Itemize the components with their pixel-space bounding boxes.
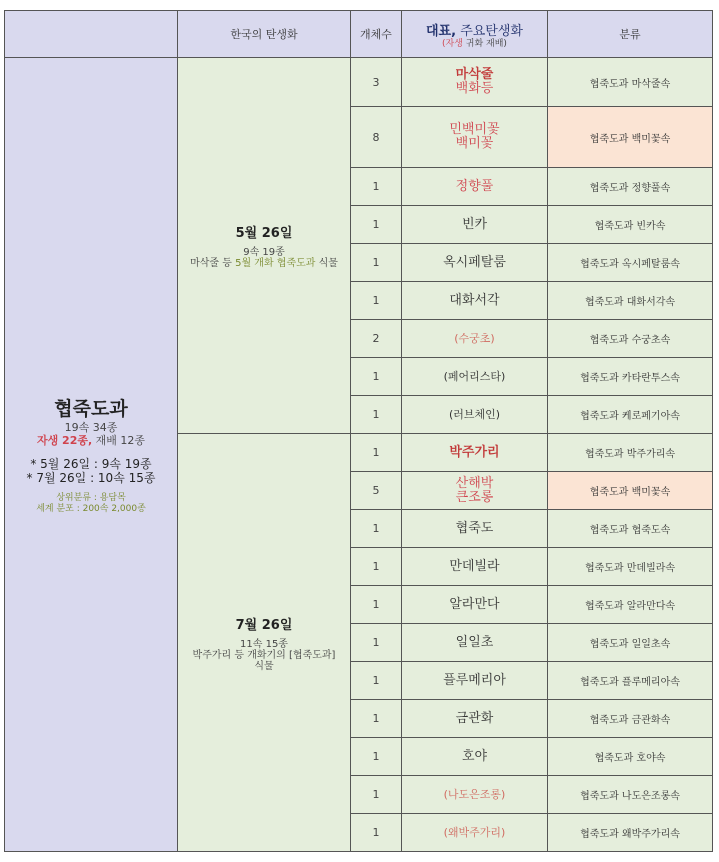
rep-cell — [402, 396, 548, 434]
count-cell: 1 — [351, 206, 402, 244]
group-may-desc-pre: 마삭줄 등 — [190, 258, 236, 269]
classification-cell: 협죽도과 케로페기아속 — [548, 396, 713, 434]
rep-cell — [402, 434, 548, 472]
rep-cell — [402, 700, 548, 738]
rep-primary: 정향풀 — [455, 178, 494, 194]
rep-cell — [402, 244, 548, 282]
header-count: 개체수 — [351, 11, 402, 58]
rep-primary: (나도은조롱) — [443, 787, 506, 801]
count-cell: 1 — [351, 396, 402, 434]
rep-cell — [402, 776, 548, 814]
count-cell: 5 — [351, 472, 402, 510]
rep-secondary: 백미꽃 — [455, 136, 494, 151]
classification-cell: 협죽도과 마삭줄속 — [548, 58, 713, 107]
classification-cell: 협죽도과 나도은조롱속 — [548, 776, 713, 814]
count-cell: 1 — [351, 168, 402, 206]
classification-cell: 협죽도과 정향풀속 — [548, 168, 713, 206]
rep-primary: (왜박주가리) — [443, 825, 506, 839]
classification-cell: 협죽도과 일일초속 — [548, 624, 713, 662]
family-world: 세계 분포 : 200속 2,000종 — [36, 504, 146, 514]
rep-primary: 옥시페탈룸 — [443, 254, 506, 270]
count-cell: 1 — [351, 776, 402, 814]
group-may-desc-olive: 5월 개화 협죽도과 — [235, 258, 316, 269]
rep-primary: 빈카 — [461, 216, 488, 232]
classification-cell: 협죽도과 만데빌라속 — [548, 548, 713, 586]
rep-cell — [402, 58, 548, 107]
header-rep-sub-rest: 귀화 재배) — [462, 38, 507, 49]
rep-cell — [402, 358, 548, 396]
group-jul-title: 7월 26일 — [235, 617, 293, 633]
count-cell: 1 — [351, 358, 402, 396]
rep-primary: 민백미꽃 — [449, 122, 500, 137]
header-classification: 분류 — [548, 11, 713, 58]
rep-cell — [402, 206, 548, 244]
family-native: 자생 22종, — [36, 434, 93, 447]
count-cell: 3 — [351, 58, 402, 107]
rep-primary: 플루메리아 — [443, 672, 506, 688]
classification-cell: 협죽도과 호야속 — [548, 738, 713, 776]
rep-cell — [402, 168, 548, 206]
rep-cell — [402, 662, 548, 700]
classification-cell: 협죽도과 박주가리속 — [548, 434, 713, 472]
classification-cell: 협죽도과 플루메리아속 — [548, 662, 713, 700]
header-korean-birth-flower: 한국의 탄생화 — [178, 11, 351, 58]
rep-primary: (페어리스타) — [443, 369, 506, 383]
rep-cell — [402, 282, 548, 320]
rep-cell — [402, 586, 548, 624]
count-cell: 1 — [351, 814, 402, 852]
rep-primary: 대화서각 — [449, 292, 500, 308]
header-rep-main: 주요탄생화 — [456, 23, 523, 39]
rep-primary: 만데빌라 — [449, 558, 500, 574]
classification-cell: 협죽도과 옥시페탈룸속 — [548, 244, 713, 282]
classification-cell: 협죽도과 왜박주가리속 — [548, 814, 713, 852]
classification-cell: 협죽도과 대화서각속 — [548, 282, 713, 320]
classification-cell: 협죽도과 금관화속 — [548, 700, 713, 738]
group-jul-desc: 박주가리 등 개화기의 [협죽도과] 식물 — [192, 649, 336, 672]
rep-primary: 금관화 — [455, 710, 494, 726]
family-name: 협죽도과 — [54, 398, 128, 420]
header-rep-bold: 대표, — [426, 23, 457, 39]
rep-secondary: 큰조롱 — [455, 489, 494, 505]
rep-primary: 호야 — [461, 748, 488, 764]
rep-cell — [402, 814, 548, 852]
header-rep-sub-native: (자생 — [442, 38, 463, 49]
count-cell: 1 — [351, 434, 402, 472]
rep-cell — [402, 510, 548, 548]
rep-cell — [402, 624, 548, 662]
classification-cell: 협죽도과 알라만다속 — [548, 586, 713, 624]
count-cell: 1 — [351, 586, 402, 624]
rep-cell — [402, 548, 548, 586]
header-blank — [5, 11, 178, 58]
classification-cell: 협죽도과 백미꽃속 — [548, 107, 713, 168]
rep-primary: 박주가리 — [449, 444, 500, 460]
rep-primary: (수궁초) — [454, 331, 495, 345]
rep-primary: (러브체인) — [448, 407, 501, 421]
count-cell: 1 — [351, 624, 402, 662]
classification-cell: 협죽도과 백미꽃속 — [548, 472, 713, 510]
count-cell: 1 — [351, 282, 402, 320]
rep-primary: 알라만다 — [449, 596, 500, 612]
classification-cell: 협죽도과 수궁초속 — [548, 320, 713, 358]
family-order: 상위분류 : 용담목 — [56, 493, 126, 503]
count-cell: 1 — [351, 244, 402, 282]
birth-flower-table — [4, 10, 713, 852]
group-jul-cell — [178, 434, 351, 852]
group-jul-counts: 11속 15종 — [240, 638, 288, 650]
classification-cell: 협죽도과 카타란투스속 — [548, 358, 713, 396]
family-counts: 19속 34종 — [64, 421, 118, 434]
group-may-title: 5월 26일 — [235, 226, 293, 241]
rep-secondary: 백화등 — [455, 81, 494, 96]
family-summary-cell — [5, 58, 178, 852]
header-row — [5, 11, 713, 58]
family-jul-count: * 7월 26일 : 10속 15종 — [26, 471, 156, 485]
header-representative — [402, 11, 548, 58]
rep-cell — [402, 472, 548, 510]
classification-cell: 협죽도과 빈카속 — [548, 206, 713, 244]
rep-primary: 산해박 — [455, 475, 494, 491]
rep-cell — [402, 320, 548, 358]
classification-cell: 협죽도과 협죽도속 — [548, 510, 713, 548]
count-cell: 1 — [351, 548, 402, 586]
count-cell: 1 — [351, 738, 402, 776]
table-row — [5, 58, 713, 107]
group-may-cell — [178, 58, 351, 434]
rep-cell — [402, 107, 548, 168]
rep-primary: 협죽도 — [455, 520, 494, 536]
rep-cell — [402, 738, 548, 776]
count-cell: 2 — [351, 320, 402, 358]
rep-primary: 마삭줄 — [455, 67, 494, 82]
family-may-count: * 5월 26일 : 9속 19종 — [30, 457, 152, 471]
family-cultivated: 재배 12종 — [92, 434, 146, 447]
count-cell: 8 — [351, 107, 402, 168]
count-cell: 1 — [351, 700, 402, 738]
count-cell: 1 — [351, 662, 402, 700]
group-may-counts: 9속 19종 — [243, 247, 285, 258]
count-cell: 1 — [351, 510, 402, 548]
group-may-desc-post: 식물 — [315, 258, 338, 269]
flower-table-wrapper — [4, 10, 713, 852]
rep-primary: 일일초 — [455, 634, 494, 650]
